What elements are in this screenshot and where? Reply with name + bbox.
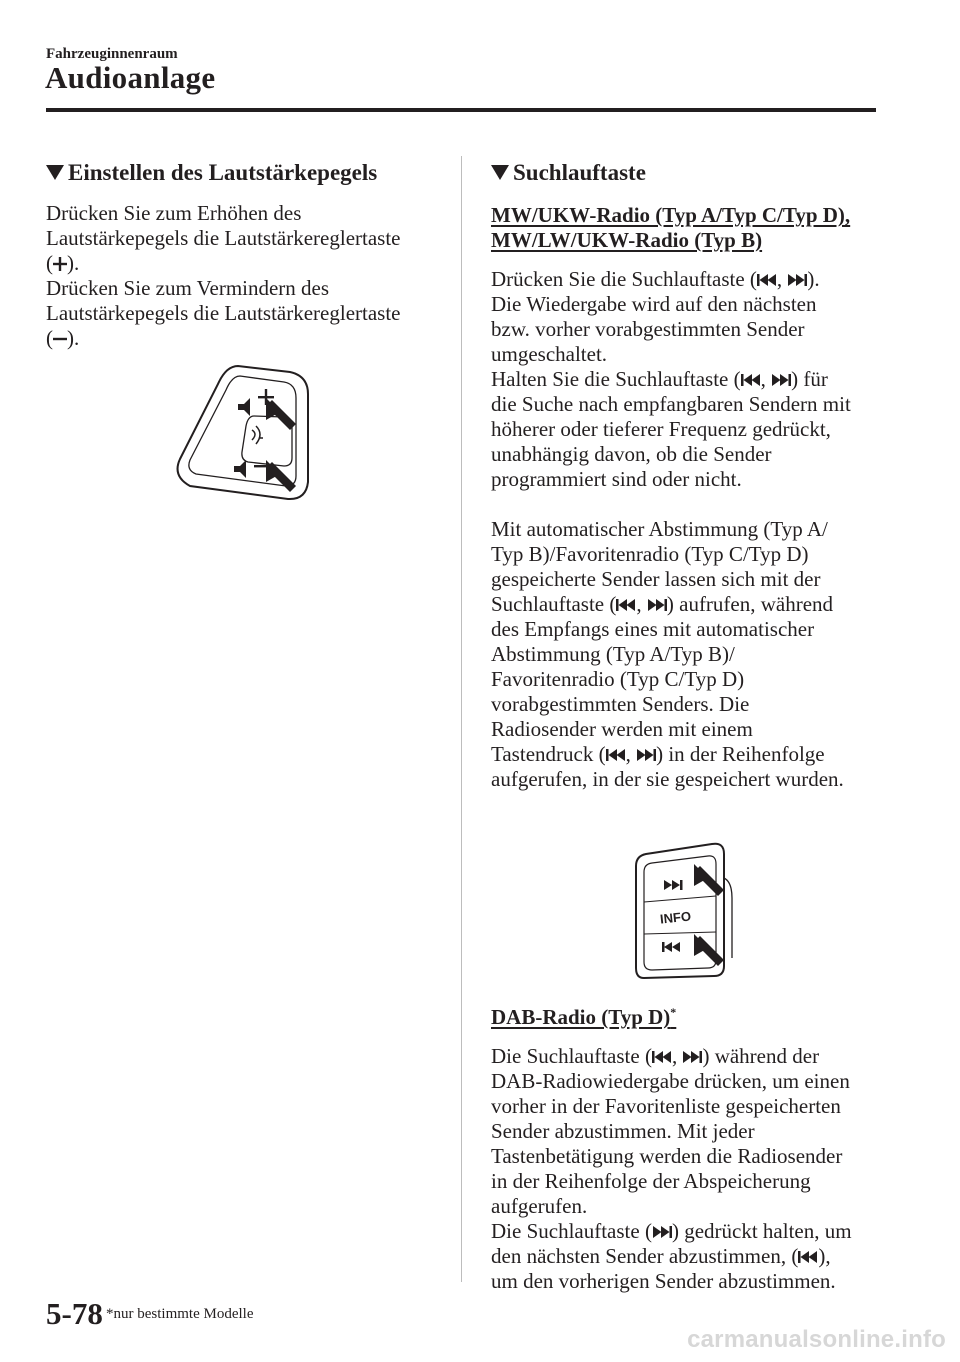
seek-switch-illustration	[628, 838, 748, 983]
triangle-bullet-icon	[491, 165, 509, 180]
subheading-lw-radio: MW/LW/UKW-Radio (Typ B)	[491, 228, 763, 252]
text-line: unabhängig davon, ob die Sender	[491, 442, 772, 466]
text-line: vorher in der Favoritenliste gespeicherten	[491, 1094, 841, 1118]
seek-forward-icon	[771, 372, 791, 388]
text-line: Drücken Sie zum Vermindern des	[46, 276, 330, 300]
footnote-mark: *	[670, 1005, 677, 1019]
text-line: vorabgestimmten Senders. Die	[491, 692, 750, 716]
text-line: um den vorherigen Sender abzustimmen.	[491, 1269, 836, 1293]
text-line: Halten Sie die Suchlauftaste ( , ) für	[491, 367, 828, 391]
paren: ).	[67, 251, 80, 275]
paren: (	[46, 326, 53, 350]
triangle-bullet-icon	[46, 165, 64, 180]
text-line: aufgerufen.	[491, 1194, 588, 1218]
text-line: umgeschaltet.	[491, 342, 608, 366]
footnote: *nur bestimmte Modelle	[106, 1306, 254, 1322]
section-heading-volume	[46, 160, 446, 185]
text-line: Lautstärkepegels die Lautstärkereglertaste	[46, 301, 401, 325]
text-line: Sender abzustimmen. Mit jeder	[491, 1119, 755, 1143]
seek-forward-icon	[652, 1224, 672, 1240]
text-line: des Empfangs eines mit automatischer	[491, 617, 815, 641]
text-line: Favoritenradio (Typ C/Typ D)	[491, 667, 745, 691]
seek-back-icon	[741, 372, 761, 388]
minus-icon	[53, 331, 67, 347]
text-line: Mit automatischer Abstimmung (Typ A/	[491, 517, 828, 541]
text-line: höherer oder tieferer Frequenz gedrückt,	[491, 417, 831, 441]
text-line: Tastenbetätigung werden die Radiosender	[491, 1144, 843, 1168]
text-line: Drücken Sie die Suchlauftaste ( , ).	[491, 267, 820, 291]
column-divider	[461, 156, 462, 1282]
seek-forward-icon	[636, 747, 656, 763]
paren: (	[46, 251, 53, 275]
text-line: aufgerufen, in der sie gespeichert wurden.	[491, 767, 844, 791]
text-line: Lautstärkepegels die Lautstärkereglertaste	[46, 226, 401, 250]
text-line: DAB-Radiowiedergabe drücken, um einen	[491, 1069, 850, 1093]
seek-back-icon	[616, 597, 636, 613]
text-line: Tastendruck ( , ) in der Reihenfolge	[491, 742, 825, 766]
seek-back-icon	[652, 1049, 672, 1065]
seek-back-icon	[798, 1249, 818, 1265]
subheading-fm-radio: MW/UKW-Radio (Typ A/Typ C/Typ D),	[491, 203, 851, 227]
seek-forward-icon	[787, 272, 807, 288]
text-line: die Suche nach empfangbaren Sendern mit	[491, 392, 851, 416]
right-column	[491, 160, 891, 792]
seek-back-icon	[606, 747, 626, 763]
text-line: programmiert sind oder nicht.	[491, 467, 742, 491]
text-line: den nächsten Sender abzustimmen, ( ),	[491, 1244, 831, 1268]
text-line: Die Suchlauftaste ( ) gedrückt halten, um	[491, 1219, 852, 1243]
left-column	[46, 160, 446, 351]
right-column-lower	[491, 1000, 891, 1294]
header-rule	[46, 108, 876, 112]
page-number: 5-78	[46, 1296, 103, 1331]
chapter-label: Fahrzeuginnenraum	[46, 46, 178, 62]
seek-forward-icon	[647, 597, 667, 613]
text-line: Typ B)/Favoritenradio (Typ C/Typ D)	[491, 542, 809, 566]
text-line: Suchlauftaste ( , ) aufrufen, während	[491, 592, 834, 616]
info-button-label: INFO	[659, 908, 692, 927]
heading-text: Einstellen des Lautstärkepegels	[68, 160, 378, 185]
text-line: gespeicherte Sender lassen sich mit der	[491, 567, 821, 591]
text-line: Radiosender werden mit einem	[491, 717, 753, 741]
text-line: Abstimmung (Typ A/Typ B)/	[491, 642, 735, 666]
text-line	[46, 251, 446, 276]
section-heading-seek	[491, 160, 891, 185]
paren: ).	[67, 326, 80, 350]
text-line	[46, 326, 446, 351]
text-line: in der Reihenfolge der Abspeicherung	[491, 1169, 811, 1193]
text-line: bzw. vorher vorabgestimmten Sender	[491, 317, 805, 341]
text-line: Die Wiedergabe wird auf den nächsten	[491, 292, 817, 316]
plus-icon	[53, 256, 67, 272]
volume-switch-illustration	[168, 354, 318, 504]
seek-back-icon	[757, 272, 777, 288]
heading-text: Suchlauftaste	[513, 160, 646, 185]
watermark: carmanualsonline.info	[687, 1326, 946, 1353]
text-line: Drücken Sie zum Erhöhen des	[46, 201, 302, 225]
seek-forward-icon	[682, 1049, 702, 1065]
page-title: Audioanlage	[45, 60, 216, 95]
text-line: Die Suchlauftaste ( , ) während der	[491, 1044, 820, 1068]
subheading-dab-radio: DAB-Radio (Typ D)*	[491, 1005, 677, 1029]
